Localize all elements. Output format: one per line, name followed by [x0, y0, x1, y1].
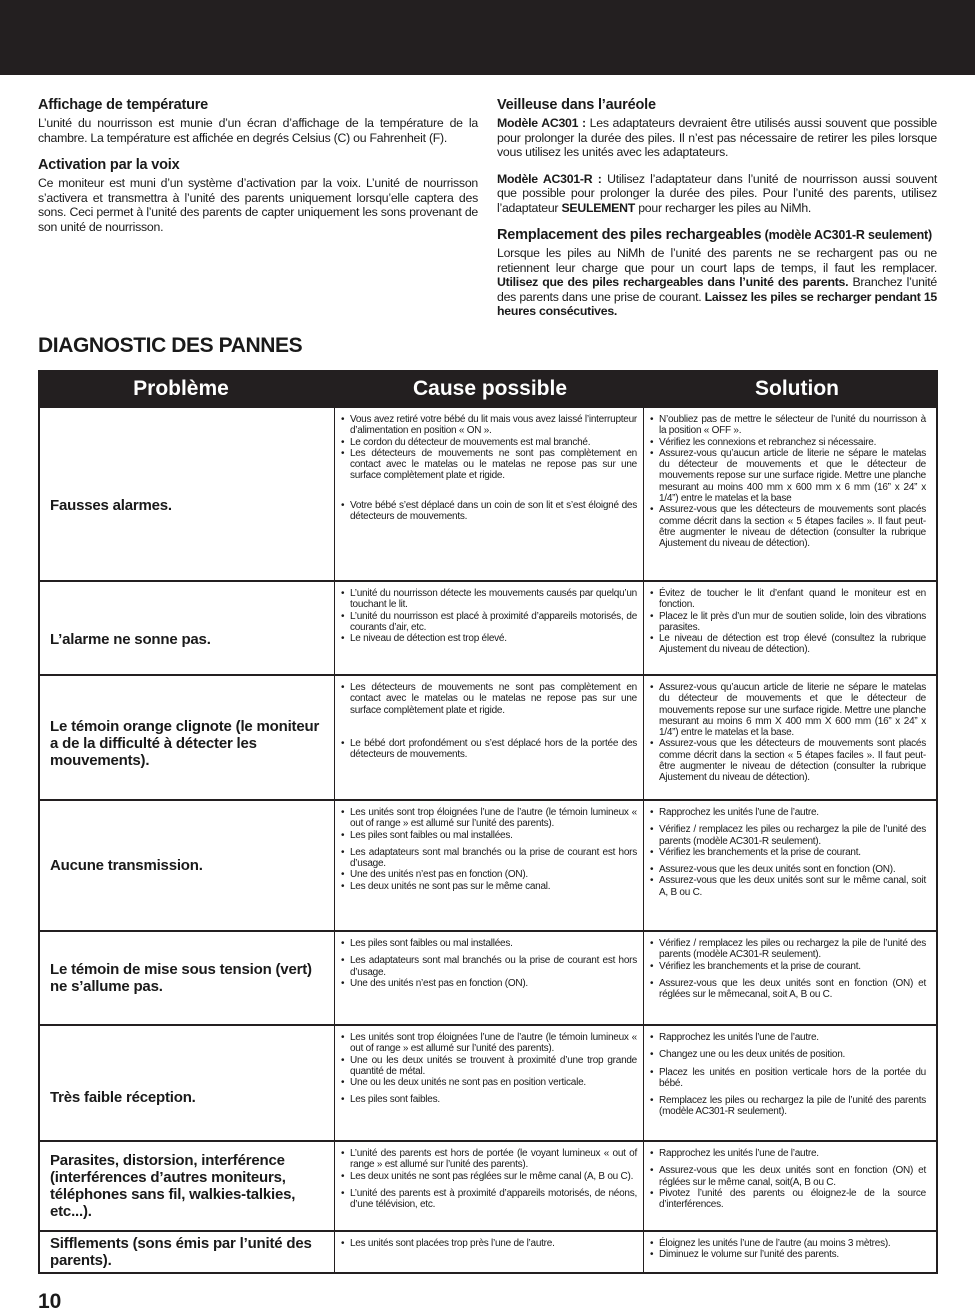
- list-item: • Assurez-vous que les détecteurs de mouvements sont placés comme décrit dans la section « 5 étapes faciles ». Il faut peut-être augmenter le niveau de détection (consulter la rubrique Ajustement du niveau de détection).: [650, 738, 926, 783]
- table-row: [40, 1024, 936, 1140]
- problem-text: Le témoin orange clignote (le moniteur a de la difficulté à détecter les mouvements).: [50, 718, 320, 769]
- header-solution: Solution: [755, 377, 839, 400]
- battery-bold-2: Laissez les piles se recharger pendant 15 heures consécutives.: [497, 289, 937, 318]
- header-cause: Cause possible: [412, 377, 568, 400]
- list-item: • Les détecteurs de mouvements ne sont pas complètement en contact avec le matelas ou le matelas ne repose pas sur une surface complètement plate et rigide.: [341, 682, 637, 716]
- table-row: [40, 930, 936, 1024]
- problem-text: Sifflements (sons émis par l’unité des parents).: [50, 1235, 312, 1269]
- list-item: • Rapprochez les unités l’une de l’autre.: [650, 1032, 926, 1043]
- list-item: • N’oubliez pas de mettre le sélecteur de l’unité du nourrisson à la position « OFF ».: [650, 414, 926, 437]
- cause-cell: [335, 1026, 644, 1140]
- text-temperature: L’unité du nourrisson est munie d’un écran d’affichage de la température de la chambre. La température est affichée en degrés Celsius (C) ou Fahrenheit (F).: [38, 116, 478, 145]
- cause-cell: [335, 408, 644, 580]
- list-item: • L’unité des parents est hors de portée (le voyant lumineux « out of range » est allumé sur l’unité des parents).: [341, 1148, 637, 1171]
- list-item: • Diminuez le volume sur l’unité des parents.: [650, 1249, 926, 1260]
- list-item: • Assurez-vous que les deux unités sont en fonction (ON) et réglées sur le mêmecanal, soit A, B ou C.: [650, 978, 926, 1001]
- cause-cell-list: [341, 1032, 637, 1106]
- text-battery-replacement: [497, 246, 937, 319]
- cause-cell: [335, 582, 644, 674]
- cause-cell-list: [341, 807, 637, 892]
- table-header: [40, 372, 936, 408]
- solution-cell-list: [650, 414, 926, 550]
- cause-cell-list: [341, 588, 637, 644]
- table-row: [40, 408, 936, 580]
- problem-cell: [40, 1142, 335, 1230]
- list-item: • L’unité du nourrisson est placé à proximité d’appareils motorisés, de courants d’air, etc.: [341, 611, 637, 634]
- body-model-ac301r-end: pour recharger les piles au NiMh.: [635, 200, 812, 215]
- solution-cell: [644, 408, 936, 580]
- solution-cell-list: [650, 1032, 926, 1118]
- list-item: • Les deux unités ne sont pas réglées sur le même canal (A, B ou C).: [341, 1171, 637, 1182]
- list-item: • Assurez-vous que les deux unités sont en fonction (ON) et réglées sur le même canal, soit(A, B ou C.: [650, 1165, 926, 1188]
- table-row: [40, 1140, 936, 1230]
- heading-battery-replacement: [497, 227, 937, 243]
- list-item: • Les adaptateurs sont mal branchés ou la prise de courant est hors d’usage.: [341, 847, 637, 870]
- list-item: • Les unités sont placées trop près l’une de l’autre.: [341, 1238, 637, 1249]
- table-row: [40, 674, 936, 799]
- problem-cell: [40, 408, 335, 580]
- list-item: • Assurez-vous que les deux unités sont en fonction (ON).: [650, 864, 926, 875]
- list-item: • Rapprochez les unités l’une de l’autre.: [650, 1148, 926, 1159]
- list-item: • Rapprochez les unités l’une de l’autre.: [650, 807, 926, 818]
- list-item: • Évitez de toucher le lit d’enfant quand le moniteur est en fonction.: [650, 588, 926, 611]
- list-item: • Votre bébé s’est déplacé dans un coin de son lit et s’est éloigné des détecteurs de mouvements.: [341, 500, 637, 523]
- solution-cell-list: [650, 682, 926, 784]
- solution-cell: [644, 1232, 936, 1272]
- list-item: • Vérifiez les connexions et rebranchez si nécessaire.: [650, 437, 926, 448]
- list-item: • Assurez-vous que les deux unités sont sur le même canal, soit A, B ou C.: [650, 875, 926, 898]
- list-item: • Placez le lit près d’un mur de soutien solide, loin des vibrations parasites.: [650, 611, 926, 634]
- heading-temperature: Affichage de température: [38, 97, 209, 113]
- right-column: [497, 97, 937, 331]
- table-row: [40, 799, 936, 930]
- bold-seulement: SEULEMENT: [561, 200, 636, 215]
- problem-text: L’alarme ne sonne pas.: [50, 630, 211, 648]
- cause-cell-list: [341, 682, 637, 760]
- problem-cell: [40, 582, 335, 674]
- battery-text-2: Branchez l’unité des parents dans une prise de courant.: [497, 275, 937, 304]
- solution-cell: [644, 801, 936, 930]
- section-voice-activation: [38, 157, 478, 234]
- table-row: [40, 1230, 936, 1272]
- problem-cell: [40, 932, 335, 1024]
- list-item: • Changez une ou les deux unités de position.: [650, 1049, 926, 1060]
- section-temperature: [38, 97, 478, 145]
- solution-cell-list: [650, 1148, 926, 1210]
- text-voice-activation: Ce moniteur est muni d’un système d’activation par la voix. L’unité de nourrisson s’activera et transmettra à l’unité des parents uniquement lorsqu’elle captera des sons. Ceci permet à l’unité des parents de capter uniquement les sons provenant de son unité de nourrisson.: [38, 176, 478, 234]
- list-item: • Une ou les deux unités se trouvent à proximité d’une trop grande quantité de métal.: [341, 1055, 637, 1078]
- cause-cell-list: [341, 414, 637, 522]
- cause-cell-list: [341, 938, 637, 989]
- diagnostic-title: DIAGNOSTIC DES PANNES: [38, 334, 303, 357]
- header-problem: Problème: [133, 377, 229, 400]
- list-item: • Vous avez retiré votre bébé du lit mais vous avez laissé l’interrupteur d’alimentation en position « ON ».: [341, 414, 637, 437]
- top-banner: [0, 0, 975, 75]
- list-item: • Les unités sont trop éloignées l’une de l’autre (le témoin lumineux « out of range » est allumé sur l’unité des parents).: [341, 1032, 637, 1055]
- list-item: • Une des unités n’est pas en fonction (ON).: [341, 869, 637, 880]
- heading-night-light: Veilleuse dans l’auréole: [497, 97, 656, 113]
- body-model-ac301r: Utilisez l’adaptateur dans l’unité de nourrisson aussi souvent que possible pour prolonger la durée des piles. Pour l’unité des parents, utilisez l’adaptateur: [497, 171, 937, 215]
- problem-text: Très faible réception.: [50, 1088, 196, 1106]
- problem-cell: [40, 1026, 335, 1140]
- list-item: • Les détecteurs de mouvements ne sont pas complètement en contact avec le matelas ou le matelas ne repose pas sur une surface complètement plate et rigide.: [341, 448, 637, 482]
- cause-cell: [335, 932, 644, 1024]
- list-item: • Assurez-vous qu’aucun article de literie ne sépare le matelas du détecteur de mouvements et que le détecteur de mouvements repose sur une surface rigide. Mettre une planche mesurant au moins 400 mm x 600 mm x 6 mm (16” x 24” x 1/4”) entre le matelas et la base: [650, 448, 926, 504]
- solution-cell: [644, 932, 936, 1024]
- problem-cell: [40, 676, 335, 799]
- text-model-ac301r: [497, 172, 937, 216]
- list-item: • Éloignez les unités l’une de l’autre (au moins 3 mètres).: [650, 1238, 926, 1249]
- cause-cell-list: [341, 1148, 637, 1210]
- list-item: • Les adaptateurs sont mal branchés ou la prise de courant est hors d’usage.: [341, 955, 637, 978]
- solution-cell-list: [650, 1238, 926, 1261]
- problem-cell: [40, 1232, 335, 1272]
- list-item: • Les piles sont faibles ou mal installées.: [341, 938, 637, 949]
- page-number: 10: [38, 1290, 62, 1313]
- battery-bold-1: Utilisez que des piles rechargeables dans l’unité des parents.: [497, 275, 849, 289]
- problem-text: Aucune transmission.: [50, 857, 203, 874]
- list-item: • Les piles sont faibles ou mal installées.: [341, 830, 637, 841]
- heading-battery-main: Remplacement des piles rechargeables: [497, 227, 762, 243]
- problem-text: Fausses alarmes.: [50, 496, 172, 514]
- battery-text-1: Lorsque les piles au NiMh de l’unité des parents ne se rechargent pas ou ne retiennent leur charge que pour un court laps de temps, il faut les remplacer.: [497, 246, 937, 275]
- list-item: • Vérifiez les branchements et la prise de courant.: [650, 847, 926, 858]
- troubleshooting-table: [38, 370, 938, 1274]
- list-item: • Les deux unités ne sont pas sur le même canal.: [341, 881, 637, 892]
- cause-cell-list: [341, 1238, 637, 1249]
- list-item: • Vérifiez les branchements et la prise de courant.: [650, 961, 926, 972]
- list-item: • Les unités sont trop éloignées l’une de l’autre (le témoin lumineux « out of range » est allumé sur l’unité des parents).: [341, 807, 637, 830]
- list-item: • Le niveau de détection est trop élevé (consultez la rubrique Ajustement du niveau de détection).: [650, 633, 926, 656]
- list-item: • Le niveau de détection est trop élevé.: [341, 633, 637, 644]
- problem-text: Parasites, distorsion, interférence (interférences d’autres moniteurs, téléphones sans fil, walkies-talkies, etc...).: [50, 1152, 296, 1220]
- list-item: • Remplacez les piles ou rechargez la pile de l’unité des parents (modèle AC301-R seulement).: [650, 1095, 926, 1118]
- problem-text: Le témoin de mise sous tension (vert) ne s’allume pas.: [50, 961, 312, 995]
- list-item: • Vérifiez / remplacez les piles ou rechargez la pile de l’unité des parents (modèle AC301-R seulement).: [650, 824, 926, 847]
- left-column: [38, 97, 478, 246]
- solution-cell-list: [650, 588, 926, 656]
- list-item: • Une ou les deux unités ne sont pas en position verticale.: [341, 1077, 637, 1088]
- heading-voice-activation: Activation par la voix: [38, 157, 180, 173]
- list-item: • L’unité du nourrisson détecte les mouvements causés par quelqu’un touchant le lit.: [341, 588, 637, 611]
- heading-battery-model: (modèle AC301-R seulement): [761, 228, 932, 242]
- text-model-ac301: [497, 116, 937, 160]
- list-item: • Une des unités n’est pas en fonction (ON).: [341, 978, 637, 989]
- label-model-ac301: Modèle AC301 :: [497, 116, 586, 130]
- list-item: • Vérifiez / remplacez les piles ou rechargez la pile de l’unité des parents (modèle AC301-R seulement).: [650, 938, 926, 961]
- list-item: • Assurez-vous que les détecteurs de mouvements sont placés comme décrit dans la section « 5 étapes faciles ». Il faut peut-être augmenter le niveau de détection (consulter la rubrique Ajustement du niveau de détection).: [650, 504, 926, 549]
- cause-cell: [335, 676, 644, 799]
- body-model-ac301: Les adaptateurs devraient être utilisés aussi souvent que possible pour prolonger la durée des piles. Il n’est pas nécessaire de retirer les piles lorsque vous utilisez les unités avec les adaptateurs.: [497, 116, 937, 159]
- list-item: • Les piles sont faibles.: [341, 1094, 637, 1105]
- table-row: [40, 580, 936, 674]
- label-model-ac301r: Modèle AC301-R :: [497, 171, 602, 186]
- solution-cell-list: [650, 807, 926, 898]
- solution-cell: [644, 1026, 936, 1140]
- list-item: • L’unité des parents est à proximité d’appareils motorisés, de néons, d’une télévision, etc.: [341, 1188, 637, 1211]
- section-night-light: [497, 97, 937, 215]
- list-item: • Le bébé dort profondément ou s’est déplacé hors de la portée des détecteurs de mouvements.: [341, 738, 637, 761]
- solution-cell: [644, 582, 936, 674]
- list-item: • Pivotez l’unité des parents ou éloignez-le de la source d’interférences.: [650, 1188, 926, 1211]
- cause-cell: [335, 1142, 644, 1230]
- list-item: • Assurez-vous qu’aucun article de literie ne sépare le matelas du détecteur de mouvements et que le détecteur de mouvements repose sur une surface rigide. Mettre une planche mesurant au moins 6 mm X 400 mm X 600 mm (16” x 24” x 1/4”) entre le matelas et la base.: [650, 682, 926, 738]
- solution-cell: [644, 1142, 936, 1230]
- section-battery-replacement: [497, 227, 937, 319]
- list-item: • Le cordon du détecteur de mouvements est mal branché.: [341, 437, 637, 448]
- list-item: • Placez les unités en position verticale hors de la portée du bébé.: [650, 1067, 926, 1090]
- solution-cell: [644, 676, 936, 799]
- solution-cell-list: [650, 938, 926, 1000]
- problem-cell: [40, 801, 335, 930]
- cause-cell: [335, 1232, 644, 1272]
- cause-cell: [335, 801, 644, 930]
